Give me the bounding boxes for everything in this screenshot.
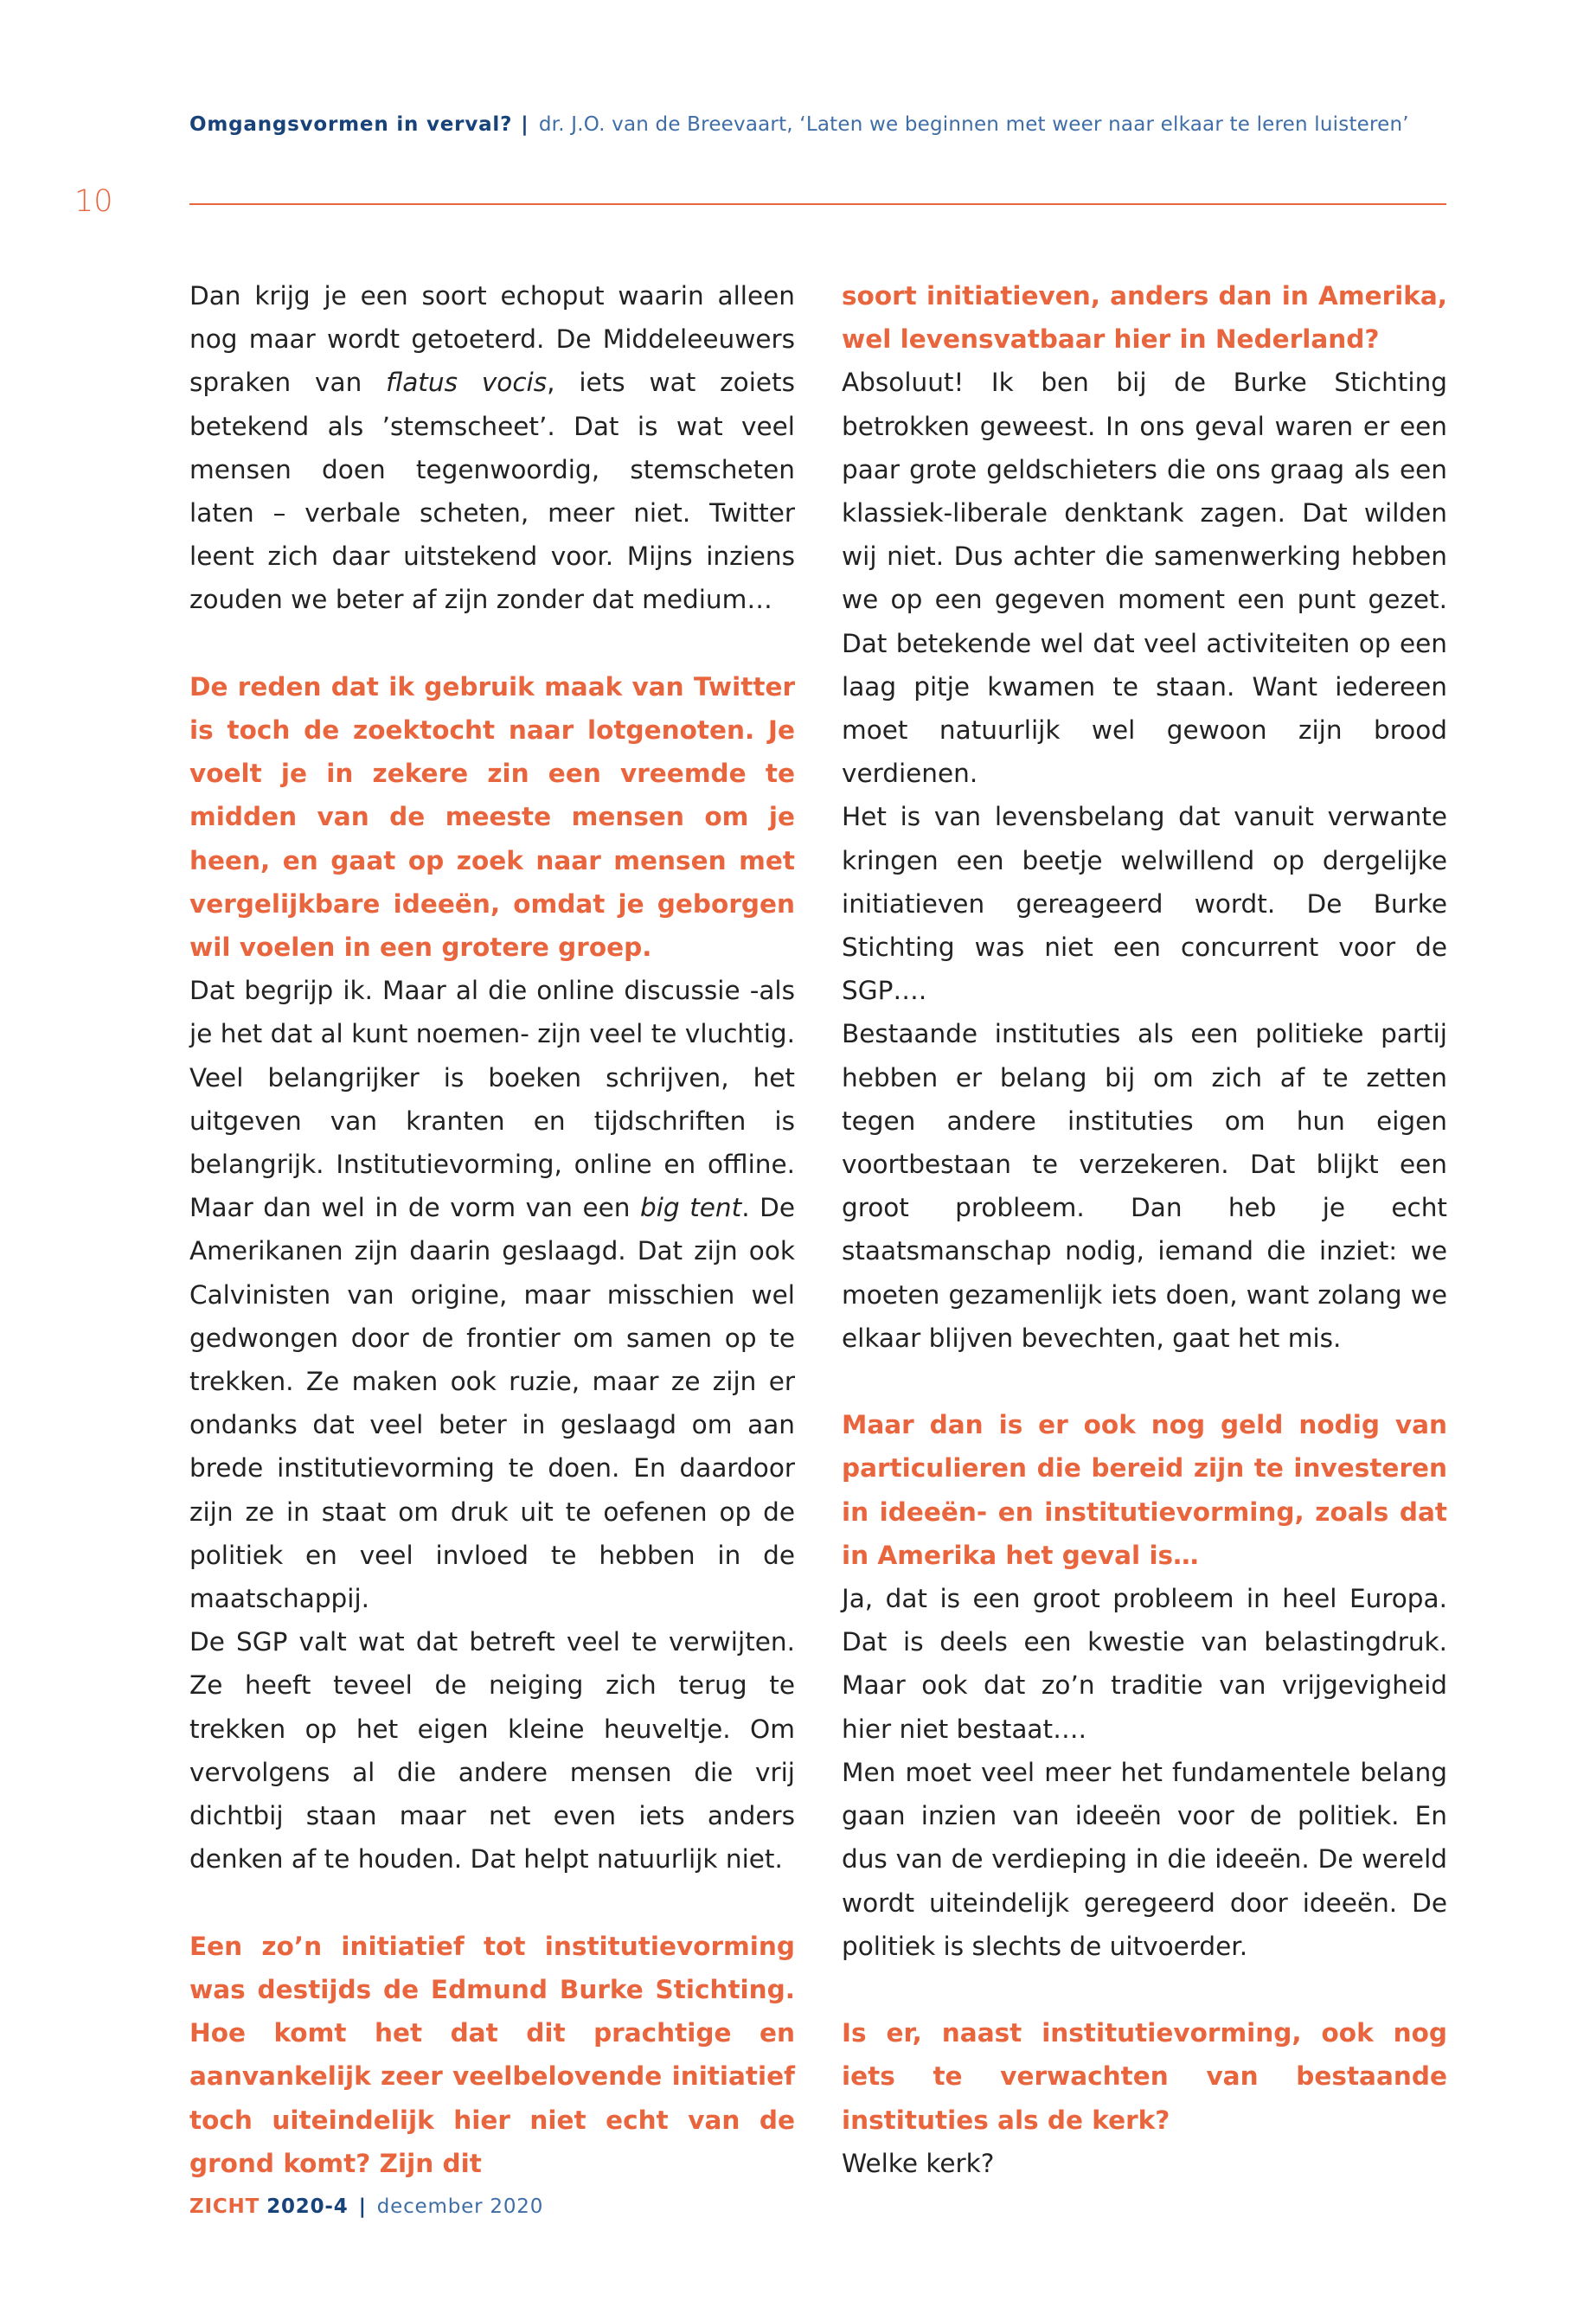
header-rule bbox=[189, 203, 1446, 205]
italic-term: big tent bbox=[640, 1193, 742, 1223]
answer-paragraph: Het is van levensbelang dat vanuit verwante kringen een beetje welwillend op dergelijke initiatieven gereageerd wordt. De Burke Stichting was niet een concurrent voor de SGP…. bbox=[842, 802, 1447, 1006]
footer bbox=[189, 2195, 543, 2218]
answer-paragraph: Dat begrijp ik. Maar al die online discussie -als je het dat al kunt noemen- zijn veel te vluchtig. Veel belangrijker is boeken schrijven, het uitgeven van kranten en tijdschriften is belangrijk. Institutievorming, online en offline. Maar dan wel in de vorm van een big tent. De Amerikanen zijn daarin geslaagd. Dat zijn ook Calvinisten van origine, maar misschien wel gedwongen door de frontier om samen op te trekken. Ze maken ook ruzie, maar ze zijn er ondanks dat veel beter in geslaagd om aan brede institutievorming te doen. En daardoor zijn ze in staat om druk uit te oefenen op de politiek en veel invloed te hebben in de maatschappij. bbox=[189, 976, 795, 1614]
header-citation: dr. J.O. van de Breevaart, ‘Laten we beginnen met weer naar elkaar te leren luisteren’ bbox=[538, 113, 1409, 136]
right-column bbox=[842, 274, 1447, 2185]
question-paragraph: Maar dan is er ook nog geld nodig van particulieren die bereid zijn te investeren in ideeën- en institutievorming, zoals dat in Amerika het geval is… bbox=[842, 1410, 1447, 1570]
answer-paragraph: Bestaande instituties als een politieke partij hebben er belang bij om zich af te zetten tegen andere instituties om hun eigen voortbestaan te verzekeren. Dat blijkt een groot probleem. Dan heb je echt staatsmanschap nodig, iemand die inziet: we moeten gezamenlijk iets doen, want zolang we elkaar blijven bevechten, gaat het mis. bbox=[842, 1019, 1447, 1353]
left-column bbox=[189, 274, 795, 2185]
answer-paragraph: Dan krijg je een soort echoput waarin alleen nog maar wordt getoeterd. De Middeleeuwers spraken van flatus vocis, iets wat zoiets betekend als ’stemscheet’. Dat is wat veel mensen doen tegenwoordig, stemscheten laten – verbale scheten, meer niet. Twitter leent zich daar uitstekend voor. Mijns inziens zouden we beter af zijn zonder dat medium… bbox=[189, 281, 795, 615]
question-paragraph: Is er, naast institutievorming, ook nog iets te verwachten van bestaande instituties als de kerk? bbox=[842, 2018, 1447, 2135]
question-paragraph-continued: soort initiatieven, anders dan in Amerika, wel levensvatbaar hier in Nederland? bbox=[842, 281, 1447, 355]
page-number: 10 bbox=[74, 184, 113, 219]
answer-paragraph: Welke kerk? bbox=[842, 2148, 995, 2178]
answer-paragraph: Ja, dat is een groot probleem in heel Europa. Dat is deels een kwestie van belastingdruk. Maar ook dat zo’n traditie van vrijgevigheid hier niet bestaat…. bbox=[842, 1584, 1447, 1744]
question-paragraph: Een zo’n initiatief tot institutievorming was destijds de Edmund Burke Stichting. Hoe komt het dat dit prachtige en aanvankelijk zeer veelbelovende initiatief toch uiteindelijk hier niet echt van de grond komt? Zijn dit bbox=[189, 1931, 795, 2178]
footer-separator: | bbox=[358, 2195, 367, 2218]
footer-issue: 2020-4 bbox=[266, 2195, 349, 2218]
answer-paragraph: Absoluut! Ik ben bij de Burke Stichting betrokken geweest. In ons geval waren er een paar grote geldschieters die ons graag als een klassiek-liberale denktank zagen. Dat wilden wij niet. Dus achter die samenwerking hebben we op een gegeven moment een punt gezet. Dat betekende wel dat veel activiteiten op een laag pitje kwamen te staan. Want iedereen moet natuurlijk wel gewoon zijn brood verdienen. bbox=[842, 368, 1447, 789]
italic-term: flatus vocis bbox=[386, 368, 548, 398]
answer-paragraph: Men moet veel meer het fundamentele belang gaan inzien van ideeën voor de politiek. En dus van de verdieping in die ideeën. De wereld wordt uiteindelijk geregeerd door ideeën. De politiek is slechts de uitvoerder. bbox=[842, 1757, 1447, 1961]
header-separator: | bbox=[521, 113, 529, 136]
header-section-title: Omgangsvormen in verval? bbox=[189, 113, 513, 136]
running-header bbox=[189, 113, 1452, 136]
footer-date: december 2020 bbox=[376, 2195, 544, 2218]
footer-magazine: ZICHT bbox=[189, 2195, 260, 2218]
question-paragraph: De reden dat ik gebruik maak van Twitter is toch de zoektocht naar lotgenoten. Je voelt je in zekere zin een vreemde te midden van de meeste mensen om je heen, en gaat op zoek naar mensen met vergelijkbare ideeën, omdat je geborgen wil voelen in een grotere groep. bbox=[189, 671, 795, 963]
answer-paragraph: De SGP valt wat dat betreft veel te verwijten. Ze heeft teveel de neiging zich terug te trekken op het eigen kleine heuveltje. Om vervolgens al die andere mensen die vrij dichtbij staan maar net even iets anders denken af te houden. Dat helpt natuurlijk niet. bbox=[189, 1627, 795, 1875]
